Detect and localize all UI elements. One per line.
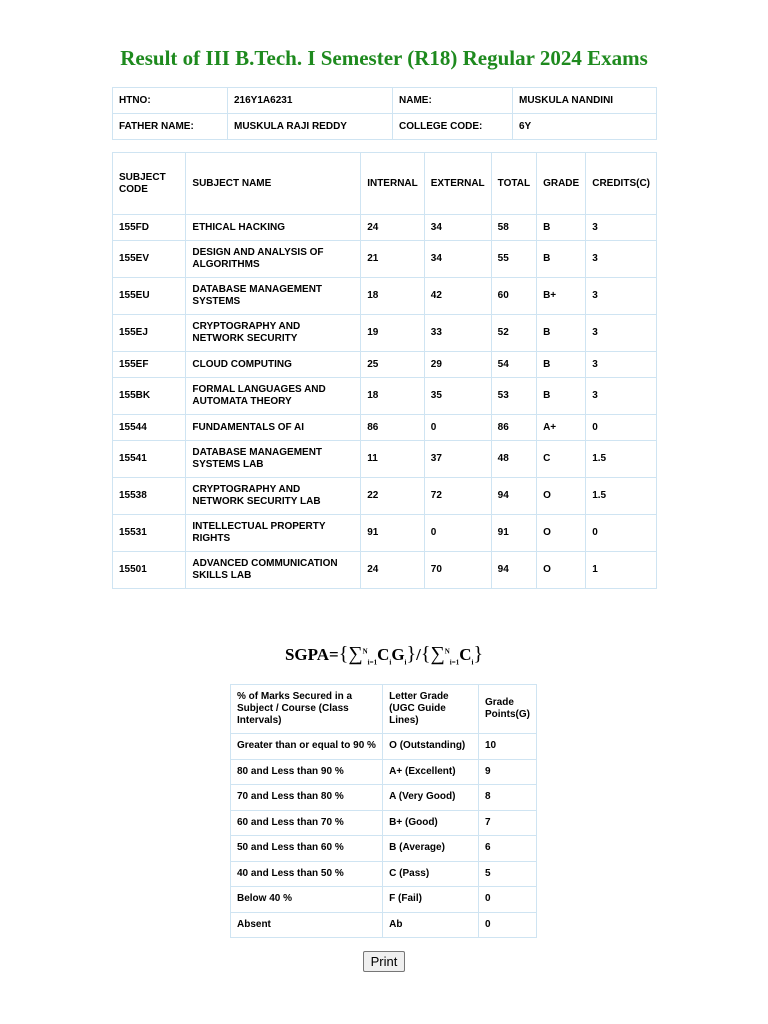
subject-name: DATABASE MANAGEMENT SYSTEMS LAB <box>186 441 361 478</box>
table-row <box>113 378 657 415</box>
grade-points: 10 <box>479 734 537 760</box>
table-row <box>231 836 537 862</box>
sum-upper-limit: N <box>444 647 450 656</box>
internal-marks: 19 <box>361 315 425 352</box>
letter-grade: B+ (Good) <box>383 810 479 836</box>
subject-name: CRYPTOGRAPHY AND NETWORK SECURITY LAB <box>186 478 361 515</box>
marks-range: 80 and Less than 90 % <box>231 759 383 785</box>
info-row <box>113 88 657 114</box>
total-marks: 86 <box>491 415 536 441</box>
letter-grade: A+ (Excellent) <box>383 759 479 785</box>
credit-index: i <box>389 658 392 667</box>
subject-code: 15531 <box>113 515 186 552</box>
grade: B <box>537 378 586 415</box>
external-marks: 33 <box>424 315 491 352</box>
grade: B <box>537 315 586 352</box>
header-subject-name: SUBJECT NAME <box>186 153 361 215</box>
internal-marks: 22 <box>361 478 425 515</box>
external-marks: 29 <box>424 352 491 378</box>
grade: C <box>537 441 586 478</box>
internal-marks: 21 <box>361 241 425 278</box>
table-row <box>113 278 657 315</box>
marks-range: 40 and Less than 50 % <box>231 861 383 887</box>
total-marks: 94 <box>491 552 536 589</box>
subject-code: 15501 <box>113 552 186 589</box>
subject-code: 15538 <box>113 478 186 515</box>
info-row <box>113 114 657 140</box>
table-row <box>113 215 657 241</box>
subject-code: 155EU <box>113 278 186 315</box>
credits: 1.5 <box>586 441 657 478</box>
grade-index: i <box>404 658 407 667</box>
subject-code: 155EV <box>113 241 186 278</box>
external-marks: 70 <box>424 552 491 589</box>
letter-grade: A (Very Good) <box>383 785 479 811</box>
table-row <box>231 759 537 785</box>
letter-grade: B (Average) <box>383 836 479 862</box>
table-row <box>113 352 657 378</box>
header-external: EXTERNAL <box>424 153 491 215</box>
header-grade: GRADE <box>537 153 586 215</box>
sgpa-formula: $SGPA=\{\sum^N_{i=1}C_iG_i\}/\{\sum^N_{i=1}C_i\}$ <box>284 643 484 667</box>
grade-scale-table <box>230 684 537 938</box>
htno-label: HTNO: <box>113 88 228 114</box>
table-row <box>113 415 657 441</box>
table-row <box>231 861 537 887</box>
letter-grade: F (Fail) <box>383 887 479 913</box>
grade-points: 0 <box>479 887 537 913</box>
grade-symbol: G <box>391 645 405 664</box>
subject-code: 155EJ <box>113 315 186 352</box>
total-marks: 55 <box>491 241 536 278</box>
subject-name: FORMAL LANGUAGES AND AUTOMATA THEORY <box>186 378 361 415</box>
credit-symbol: C <box>377 645 390 664</box>
sgpa-formula-lhs: SGPA= <box>284 645 339 664</box>
letter-grade: O (Outstanding) <box>383 734 479 760</box>
grade: B <box>537 352 586 378</box>
header-total: TOTAL <box>491 153 536 215</box>
total-marks: 53 <box>491 378 536 415</box>
subject-code: 15541 <box>113 441 186 478</box>
subject-name: INTELLECTUAL PROPERTY RIGHTS <box>186 515 361 552</box>
total-marks: 91 <box>491 515 536 552</box>
grade-points: 7 <box>479 810 537 836</box>
table-row <box>113 478 657 515</box>
table-row <box>113 441 657 478</box>
grade: B <box>537 241 586 278</box>
external-marks: 37 <box>424 441 491 478</box>
name-label: NAME: <box>393 88 513 114</box>
credits: 0 <box>586 515 657 552</box>
grade-points: 0 <box>479 912 537 938</box>
grade-points: 6 <box>479 836 537 862</box>
header-letter-grade: Letter Grade (UGC Guide Lines) <box>383 685 479 734</box>
results-table <box>112 152 657 589</box>
internal-marks: 25 <box>361 352 425 378</box>
internal-marks: 18 <box>361 378 425 415</box>
credits: 1 <box>586 552 657 589</box>
marks-range: 50 and Less than 60 % <box>231 836 383 862</box>
name-value: MUSKULA NANDINI <box>513 88 657 114</box>
credits: 3 <box>586 278 657 315</box>
table-row <box>231 887 537 913</box>
table-row <box>113 241 657 278</box>
marks-range: Absent <box>231 912 383 938</box>
credits: 3 <box>586 352 657 378</box>
subject-name: ETHICAL HACKING <box>186 215 361 241</box>
credit-index: i <box>471 658 474 667</box>
grade-points: 8 <box>479 785 537 811</box>
internal-marks: 11 <box>361 441 425 478</box>
header-subject-code: SUBJECT CODE <box>113 153 186 215</box>
header-internal: INTERNAL <box>361 153 425 215</box>
subject-code: 15544 <box>113 415 186 441</box>
table-row <box>231 785 537 811</box>
grade: B <box>537 215 586 241</box>
external-marks: 0 <box>424 415 491 441</box>
internal-marks: 86 <box>361 415 425 441</box>
subject-name: CRYPTOGRAPHY AND NETWORK SECURITY <box>186 315 361 352</box>
credits: 3 <box>586 315 657 352</box>
external-marks: 42 <box>424 278 491 315</box>
table-row <box>231 912 537 938</box>
header-credits: CREDITS(C) <box>586 153 657 215</box>
subject-name: DESIGN AND ANALYSIS OF ALGORITHMS <box>186 241 361 278</box>
total-marks: 52 <box>491 315 536 352</box>
total-marks: 60 <box>491 278 536 315</box>
sum-upper-limit: N <box>362 647 368 656</box>
table-row <box>231 734 537 760</box>
marks-range: Greater than or equal to 90 % <box>231 734 383 760</box>
internal-marks: 18 <box>361 278 425 315</box>
internal-marks: 24 <box>361 552 425 589</box>
father-name-value: MUSKULA RAJI REDDY <box>228 114 393 140</box>
grade: O <box>537 515 586 552</box>
marks-range: 70 and Less than 80 % <box>231 785 383 811</box>
sum-lower-limit: i=1 <box>367 658 378 667</box>
sum-symbol: ∑ <box>348 643 363 665</box>
marks-range: 60 and Less than 70 % <box>231 810 383 836</box>
subject-code: 155FD <box>113 215 186 241</box>
table-row <box>113 515 657 552</box>
subject-code: 155BK <box>113 378 186 415</box>
total-marks: 58 <box>491 215 536 241</box>
total-marks: 94 <box>491 478 536 515</box>
credits: 1.5 <box>586 478 657 515</box>
header-grade-points: Grade Points(G) <box>479 685 537 734</box>
credits: 3 <box>586 241 657 278</box>
grade-scale-header-row <box>231 685 537 734</box>
table-row <box>231 810 537 836</box>
letter-grade: C (Pass) <box>383 861 479 887</box>
internal-marks: 91 <box>361 515 425 552</box>
grade-points: 5 <box>479 861 537 887</box>
sum-symbol: ∑ <box>430 643 445 665</box>
subject-name: DATABASE MANAGEMENT SYSTEMS <box>186 278 361 315</box>
credits: 0 <box>586 415 657 441</box>
division-slash: / <box>416 645 421 664</box>
subject-code: 155EF <box>113 352 186 378</box>
internal-marks: 24 <box>361 215 425 241</box>
college-code-value: 6Y <box>513 114 657 140</box>
letter-grade: Ab <box>383 912 479 938</box>
total-marks: 48 <box>491 441 536 478</box>
external-marks: 0 <box>424 515 491 552</box>
htno-value: 216Y1A6231 <box>228 88 393 114</box>
credits: 3 <box>586 215 657 241</box>
father-name-label: FATHER NAME: <box>113 114 228 140</box>
grade: O <box>537 478 586 515</box>
table-row <box>113 552 657 589</box>
total-marks: 54 <box>491 352 536 378</box>
credit-symbol: C <box>459 645 472 664</box>
subject-name: CLOUD COMPUTING <box>186 352 361 378</box>
college-code-label: COLLEGE CODE: <box>393 114 513 140</box>
page-title: Result of III B.Tech. I Semester (R18) Regular 2024 Exams <box>120 46 648 70</box>
subject-name: ADVANCED COMMUNICATION SKILLS LAB <box>186 552 361 589</box>
results-header-row <box>113 153 657 215</box>
grade: O <box>537 552 586 589</box>
table-row <box>113 315 657 352</box>
external-marks: 34 <box>424 241 491 278</box>
sum-lower-limit: i=1 <box>449 658 460 667</box>
header-marks-range: % of Marks Secured in a Subject / Course (Class Intervals) <box>231 685 383 734</box>
subject-name: FUNDAMENTALS OF AI <box>186 415 361 441</box>
credits: 3 <box>586 378 657 415</box>
student-info-table <box>112 87 657 140</box>
grade: A+ <box>537 415 586 441</box>
grade-points: 9 <box>479 759 537 785</box>
external-marks: 35 <box>424 378 491 415</box>
grade: B+ <box>537 278 586 315</box>
marks-range: Below 40 % <box>231 887 383 913</box>
external-marks: 34 <box>424 215 491 241</box>
external-marks: 72 <box>424 478 491 515</box>
print-button[interactable]: Print <box>363 951 405 972</box>
